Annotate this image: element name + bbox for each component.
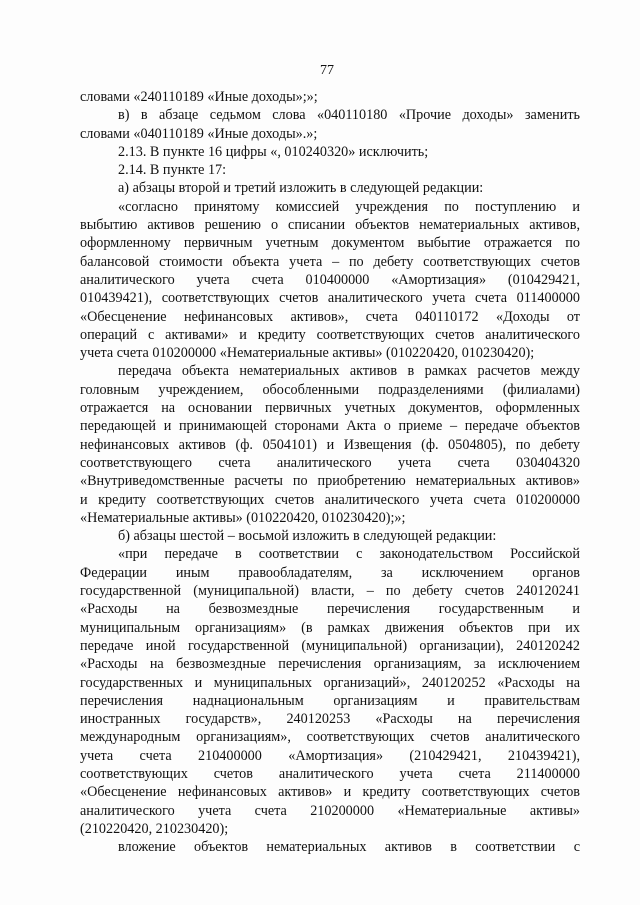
text-line: отражается на основании первичных учетных документов, оформленных xyxy=(80,400,580,417)
text-line: аналитического учета счета 010400000 «Амортизация» (010429421, xyxy=(80,271,580,288)
text-line: передающей и принимающей сторонами Акта о приеме – передаче объектов xyxy=(80,418,580,435)
text-line: балансовой стоимости объекта учета – по дебету соответствующих счетов xyxy=(80,253,580,270)
text-line: «Расходы на безвозмездные перечисления государственным и xyxy=(80,601,580,618)
text-line: «Внутриведомственные расчеты по приобретению нематериальных активов» xyxy=(80,473,580,490)
text-line: 2.14. В пункте 17: xyxy=(118,162,227,179)
text-line: передача объекта нематериальных активов в рамках расчетов между xyxy=(118,363,580,380)
text-line: «при передаче в соответствии с законодательством Российской xyxy=(118,546,580,563)
text-line: 2.13. В пункте 16 цифры «, 010240320» исключить; xyxy=(118,143,429,160)
text-line: словами «040110189 «Иные доходы».»; xyxy=(80,125,318,142)
text-line: и кредиту соответствующих счетов аналитического учета счета 010200000 xyxy=(80,491,580,508)
text-line: а) абзацы второй и третий изложить в следующей редакции: xyxy=(118,180,484,197)
page-number: 77 xyxy=(320,63,334,78)
text-line: соответствующего счета аналитического учета счета 030404320 xyxy=(80,454,580,471)
text-line: передаче иной государственной (муниципальной) организации), 240120242 xyxy=(80,637,580,654)
text-line: учета счета 210400000 «Амортизация» (210429421, 210439421), xyxy=(80,747,580,764)
text-line: словами «240110189 «Иные доходы»;»; xyxy=(80,89,318,105)
text-line: «Обесценение нефинансовых активов», счета 040110172 «Доходы от xyxy=(80,308,580,325)
text-line: «согласно принятому комиссией учреждения по поступлению и xyxy=(118,198,580,215)
text-line: муниципальным организациям» (в рамках движения объектов при их xyxy=(80,619,580,636)
text-line: б) абзацы шестой – восьмой изложить в следующей редакции: xyxy=(118,528,497,545)
text-line: головным учреждением, обособленными подразделениями (филиалами) xyxy=(80,381,580,398)
text-line: государственной (муниципальной) власти, – по дебету счетов 240120241 xyxy=(80,583,580,600)
text-line: международным организациям», соответствующих счетов аналитического xyxy=(80,729,580,746)
text-line: иностранных государств», 240120253 «Расходы на перечисления xyxy=(80,711,580,728)
text-line: (210220420, 210230420); xyxy=(80,820,229,837)
text-line: 010439421), соответствующих счетов аналитического учета счета 011400000 xyxy=(80,290,580,307)
text-line: государственных и муниципальных организаций», 240120252 «Расходы на xyxy=(80,674,580,691)
text-line: операций с активами» и кредиту соответствующих счетов аналитического xyxy=(80,326,580,343)
text-line: оформленному первичным учетным документом выбытие отражается по xyxy=(80,235,580,252)
text-line: в) в абзаце седьмом слова «040110180 «Прочие доходы» заменить xyxy=(118,107,580,124)
text-line: «Нематериальные активы» (010220420, 010230420);»; xyxy=(80,509,406,526)
text-line: аналитического учета счета 210200000 «Нематериальные активы» xyxy=(80,802,580,819)
document-body xyxy=(80,88,580,856)
text-line: «Расходы на безвозмездные перечисления организациям, за исключением xyxy=(80,656,580,673)
text-line: «Обесценение нефинансовых активов» и кредиту соответствующих счетов xyxy=(80,784,580,801)
text-line: нефинансовых активов (ф. 0504101) и Извещения (ф. 0504805), по дебету xyxy=(80,436,580,453)
text-line: учета счета 010200000 «Нематериальные активы» (010220420, 010230420); xyxy=(80,345,535,362)
text-line: соответствующих счетов аналитического учета счета 211400000 xyxy=(80,765,580,782)
text-line: перечисления наднациональным организациям и правительствам xyxy=(80,692,580,709)
text-line: вложение объектов нематериальных активов в соответствии с xyxy=(118,839,580,856)
text-line: Федерации иным правообладателям, за исключением органов xyxy=(80,564,580,581)
text-line: выбытию активов решению о списании объектов нематериальных активов, xyxy=(80,217,580,234)
